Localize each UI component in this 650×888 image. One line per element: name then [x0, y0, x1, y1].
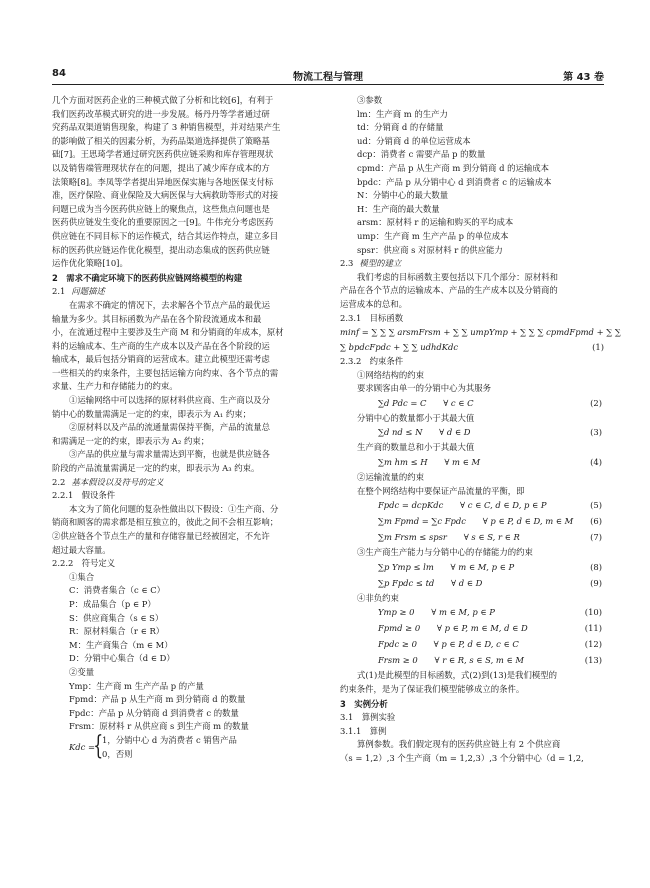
equation	[340, 425, 604, 441]
equation-number: (4)	[590, 457, 602, 468]
params-title: ③参数	[357, 95, 383, 105]
equation-number: (6)	[590, 516, 602, 527]
subsubsection-heading: 3.1.1 算例	[340, 725, 387, 736]
paragraph-line: 在需求不确定的情况下，去求解各个节点产品的最优运	[69, 299, 270, 310]
equation-body: ∑p Ymp ≤ lm ∀ m ∈ M, p ∈ P	[378, 561, 515, 572]
kdc-definition	[52, 730, 316, 762]
objective-function	[340, 340, 604, 355]
equation-body: ∑m hm ≤ H ∀ m ∈ M	[378, 457, 481, 468]
equation-body: Frsm ≥ 0 ∀ r ∈ R, s ∈ S, m ∈ M	[378, 655, 524, 666]
equation-number: (8)	[590, 561, 602, 572]
subsection-heading: 3.1 算例实验	[340, 712, 396, 723]
section-heading: 2 需求不确定环境下的医药供应链网络模型的构建	[52, 272, 243, 283]
kdc-case: 0，否则	[102, 748, 133, 759]
objective-function: minf = ∑ ∑ ∑ arsmFrsm + ∑ ∑ umpYmp + ∑ ∑ ∑ cpmdFpmd + ∑ ∑	[340, 327, 621, 338]
subsection-heading	[52, 476, 316, 490]
param-definition: ud：分销商 d 的单位运营成本	[357, 135, 471, 146]
intro-line: 问题已成为当今医药供应链上的聚焦点，这些焦点问题也是	[52, 203, 270, 214]
page-number: 84	[52, 68, 66, 79]
equation-body: ∑m Fpmd = ∑c Fpdc ∀ p ∈ P, d ∈ D, m ∈ M	[378, 516, 574, 527]
subsubsection-heading: 2.2.2 符号定义	[52, 558, 116, 569]
equation-number: (13)	[584, 655, 602, 666]
set-definition: R：原材料集合（r ∈ R）	[69, 626, 165, 637]
param-definition: spsr：供应商 s 对原材料 r 的供应能力	[357, 244, 503, 255]
subsection-number: 2.2	[52, 476, 66, 487]
subsection-heading	[340, 257, 604, 271]
intro-line: 供应链在不同目标下的运作模式，结合其运作特点，建立多目	[52, 230, 279, 241]
param-definition: N：分销中心的最大数量	[357, 190, 449, 201]
section-heading: 3 实例分析	[340, 698, 388, 709]
equation	[340, 637, 604, 653]
equation-body: ∑p Fpdc ≤ td ∀ d ∈ D	[378, 577, 483, 588]
intro-line: 运作优化策略[10]。	[52, 258, 128, 269]
left-column	[52, 94, 316, 762]
intro-line: 医药供应链发生变化的重要原因之一[9]。牛伟充分考虑医药	[52, 217, 274, 228]
param-definition: arsm：原材料 r 的运输和购买的平均成本	[357, 217, 514, 228]
paragraph-line: 输量为多少。其目标函数为产品在各个阶段流通成本和最	[52, 313, 262, 324]
param-definition: cpmd：产品 p 从生产商 m 到分销商 d 的运输成本	[357, 162, 549, 173]
constraint-group-title: ③生产商生产能力与分销中心的存储能力的约束	[357, 547, 533, 558]
equation-body: ∑d Pdc = C ∀ c ∈ C	[378, 397, 474, 408]
paragraph-line: 算例参数。我们假定现有的医药供应链上有 2 个供应商	[357, 739, 561, 750]
kdc-case: 1，分销中心 d 为消费者 c 销售产品	[102, 734, 237, 745]
equation	[340, 498, 604, 514]
constraint-description: 在整个网络结构中要保证产品流量的平衡，即	[357, 485, 525, 496]
intro-line: 我们医药改革模式研究的进一步发展。杨丹丹等学者通过研	[52, 108, 270, 119]
var-definition: Ymp：生产商 m 生产产品 p 的产量	[69, 680, 204, 691]
constraint-a2: ②原材料以及产品的流通量需保持平衡，产品的流量总	[69, 422, 270, 433]
constraint-a3: ③产品的供应量与需求量需达到平衡，也就是供应链各	[69, 449, 270, 460]
kdc-label: Kdc =	[69, 741, 95, 752]
left-brace: {	[93, 730, 104, 761]
param-definition: bpdc：产品 p 从分销中心 d 到消费者 c 的运输成本	[357, 176, 552, 187]
constraint-a3: 阶段的产品流量需满足一定的约束，即表示为 A₃ 约束。	[52, 463, 260, 474]
set-definition: S：供应商集合（s ∈ S）	[69, 612, 164, 623]
right-column	[340, 94, 621, 766]
equation	[340, 396, 604, 412]
equation	[340, 653, 604, 669]
equation	[340, 560, 604, 576]
equation-number: (11)	[584, 623, 602, 634]
param-definition: dcp：消费者 c 需要产品 p 的数量	[357, 149, 486, 160]
journal-title: 物流工程与管理	[293, 72, 363, 83]
constraint-description: 要求顾客由单一的分销中心为其服务	[357, 383, 491, 394]
subsubsection-heading: 2.3.2 约束条件	[340, 356, 404, 367]
subsection-number: 2.3	[340, 258, 354, 269]
intro-line: 法策略[8]。李凤等学者提出异地医保实施与各地医保支付标	[52, 176, 274, 187]
paragraph-line: 超过最大容量。	[52, 544, 111, 555]
objective-function-cont: ∑ bpdcFpdc + ∑ ∑ udhdKdc	[340, 342, 459, 353]
equation-number: (1)	[592, 342, 604, 353]
vars-title: ②变量	[69, 666, 95, 677]
var-definition: Fpdc：产品 p 从分销商 d 到消费者 c 的数量	[69, 707, 239, 718]
paragraph-line: 我们考虑的目标函数主要包括以下几个部分：原材料和	[357, 271, 558, 282]
param-definition: td：分销商 d 的存储量	[357, 122, 444, 133]
constraint-group-title: ④非负约束	[357, 592, 399, 603]
paragraph-line: 销商和顾客的需求都是相互独立的，彼此之间不会相互影响；	[52, 517, 279, 528]
subsection-title: 模型的建立	[359, 258, 402, 269]
subsection-title: 基本假设以及符号的定义	[71, 476, 164, 487]
equation-body: Fpmd ≥ 0 ∀ p ∈ P, m ∈ M, d ∈ D	[378, 623, 528, 634]
intro-line: 究药品双渠道销售现象，构建了 3 种销售模型，并对结果产生	[52, 122, 281, 133]
constraint-a1: ①运输网络中可以选择的原材料供应商、生产商以及分	[69, 395, 270, 406]
constraint-description: 分销中心的数量都小于其最大值	[357, 412, 475, 423]
intro-line: 准，医疗保险、商业保险及大病医保与大病救助等形式的对接	[52, 190, 279, 201]
var-definition: Fpmd：产品 p 从生产商 m 到分销商 d 的数量	[69, 694, 246, 705]
var-definition: Frsm：原材料 r 从供应商 s 到生产商 m 的数量	[69, 721, 249, 732]
equation	[340, 455, 604, 471]
volume-number: 第 43 卷	[563, 72, 604, 83]
paragraph-line: 产品在各个节点的运输成本、产品的生产成本以及分销商的	[340, 285, 558, 296]
paragraph-line: 求量、生产力和存储能力的约束。	[52, 381, 178, 392]
constraint-a1: 销中心的数量需满足一定的约束，即表示为 A₁ 约束；	[52, 408, 251, 419]
paragraph-line: 输成本，最后包括分销商的运营成本。建立此模型还需考虑	[52, 354, 270, 365]
intro-line: 的影响做了相关的因素分析，为药品渠道选择提供了策略基	[52, 135, 270, 146]
set-definition: D：分销中心集合（d ∈ D）	[69, 653, 175, 664]
paragraph-line: 本文为了简化问题的复杂性做出以下假设：①生产商、分	[69, 503, 279, 514]
paragraph-line: 小，在流通过程中主要涉及生产商 M 和分销商的年成本，原材	[52, 327, 284, 338]
param-definition: lm：生产商 m 的生产力	[357, 108, 448, 119]
paragraph-line: ②供应链各个节点生产的量和存储容量已经被固定，不允许	[52, 531, 270, 541]
equation-number: (12)	[584, 639, 602, 650]
set-definition: P：成品集合（p ∈ P）	[69, 598, 156, 609]
subsubsection-heading: 2.2.1 假设条件	[52, 490, 116, 501]
constraint-group-title: ②运输流量的约束	[357, 472, 424, 483]
equation-number: (9)	[590, 577, 602, 588]
set-definition: C：消费者集合（c ∈ C）	[69, 585, 166, 596]
equation	[340, 621, 604, 637]
paragraph-line: 运营成本的总和。	[340, 298, 407, 309]
set-definition: M：生产商集合（m ∈ M）	[69, 639, 173, 650]
intro-line: 标的医药供应链运作优化模型，提出动态集成的医药供应链	[52, 244, 270, 255]
page-header	[52, 68, 604, 82]
equation	[340, 514, 604, 530]
equation	[340, 530, 604, 546]
equation	[340, 605, 604, 621]
equation-number: (10)	[584, 607, 602, 618]
subsection-title: 问题描述	[71, 286, 105, 297]
subsection-heading	[52, 285, 316, 299]
paragraph-line: 一些相关的约束条件，主要包括运输方向约束、各个节点的需	[52, 367, 279, 378]
param-definition: H：生产商的最大数量	[357, 203, 440, 214]
equation-body: ∑d nd ≤ N ∀ d ∈ D	[378, 427, 471, 438]
equation-number: (2)	[590, 397, 602, 408]
equation-number: (7)	[590, 532, 602, 543]
header-rule	[52, 84, 604, 85]
constraint-a2: 和需满足一定的约束，即表示为 A₂ 约束；	[52, 435, 210, 446]
equation-body: Ymp ≥ 0 ∀ m ∈ M, p ∈ P	[378, 607, 495, 618]
intro-line: 以及销售端管理现状存在的问题，提出了减少库存成本的方	[52, 162, 270, 173]
constraint-description: 生产商的数量总和小于其最大值	[357, 442, 475, 453]
paragraph-line: 式(1)是此模型的目标函数，式(2)到(13)是我们模型的	[357, 670, 558, 681]
paragraph-line: （s = 1,2）,3 个生产商（m = 1,2,3）,3 个分销中心（d = 1,2,	[340, 753, 584, 763]
paragraph-line: 料的运输成本、生产商的生产成本以及产品在各个阶段的运	[52, 340, 270, 351]
subsection-number: 2.1	[52, 286, 66, 297]
sets-title: ①集合	[69, 571, 95, 582]
intro-line: 础[7]。王思琦学者通过研究医药供应链采购和库存管理现状	[52, 149, 274, 160]
subsubsection-heading: 2.3.1 目标函数	[340, 312, 404, 323]
equation	[340, 576, 604, 592]
equation-number: (5)	[590, 500, 602, 511]
constraint-group-title: ①网络结构的约束	[357, 369, 424, 380]
paragraph-line: 约束条件，是为了保证我们模型能够成立的条件。	[340, 684, 525, 695]
equation-body: Fpdc ≥ 0 ∀ p ∈ P, d ∈ D, c ∈ C	[378, 639, 519, 650]
param-definition: ump：生产商 m 生产产品 p 的单位成本	[357, 230, 509, 241]
intro-line: 几个方面对医药企业的三种模式做了分析和比较[6]，有利于	[52, 95, 274, 105]
equation-body: Fpdc = dcpKdc ∀ c ∈ C, d ∈ D, p ∈ P	[378, 500, 547, 511]
equation-number: (3)	[590, 427, 602, 438]
equation-body: ∑m Frsm ≤ spsr ∀ s ∈ S, r ∈ R	[378, 532, 520, 543]
